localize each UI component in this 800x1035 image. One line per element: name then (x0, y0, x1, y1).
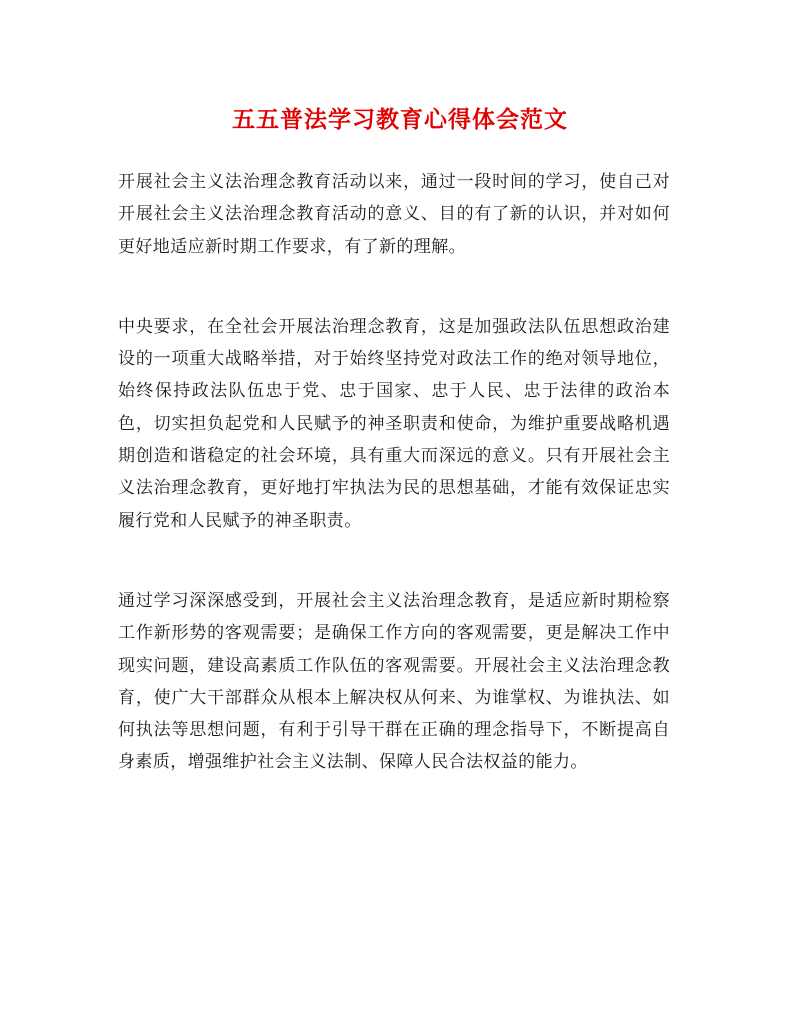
paragraph-3: 通过学习深深感受到，开展社会主义法治理念教育，是适应新时期检察工作新形势的客观需要；是确保工作方向的客观需要，更是解决工作中现实问题，建设高素质工作队伍的客观需要。开展社会主义法治理念教育，使广大干部群众从根本上解决权从何来、为谁掌权、为谁执法、如何执法等思想问题，有利于引导干群在正确的理念指导下，不断提高自身素质，增强维护社会主义法制、保障人民合法权益的能力。 (118, 590, 670, 773)
document-body (118, 166, 670, 827)
document-title: 五五普法学习教育心得体会范文 (232, 106, 568, 133)
paragraph-1: 开展社会主义法治理念教育活动以来，通过一段时间的学习，使自己对开展社会主义法治理念教育活动的意义、目的有了新的认识，并对如何更好地适应新时期工作要求，有了新的理解。 (118, 172, 670, 257)
paragraph-2: 中央要求，在全社会开展法治理念教育，这是加强政法队伍思想政治建设的一项重大战略举措，对于始终坚持党对政法工作的绝对领导地位，始终保持政法队伍忠于党、忠于国家、忠于人民、忠于法律的政治本色，切实担负起党和人民赋予的神圣职责和使命，为维护重要战略机遇期创造和谐稳定的社会环境，具有重大而深远的意义。只有开展社会主义法治理念教育，更好地打牢执法为民的思想基础，才能有效保证忠实履行党和人民赋予的神圣职责。 (118, 316, 670, 531)
